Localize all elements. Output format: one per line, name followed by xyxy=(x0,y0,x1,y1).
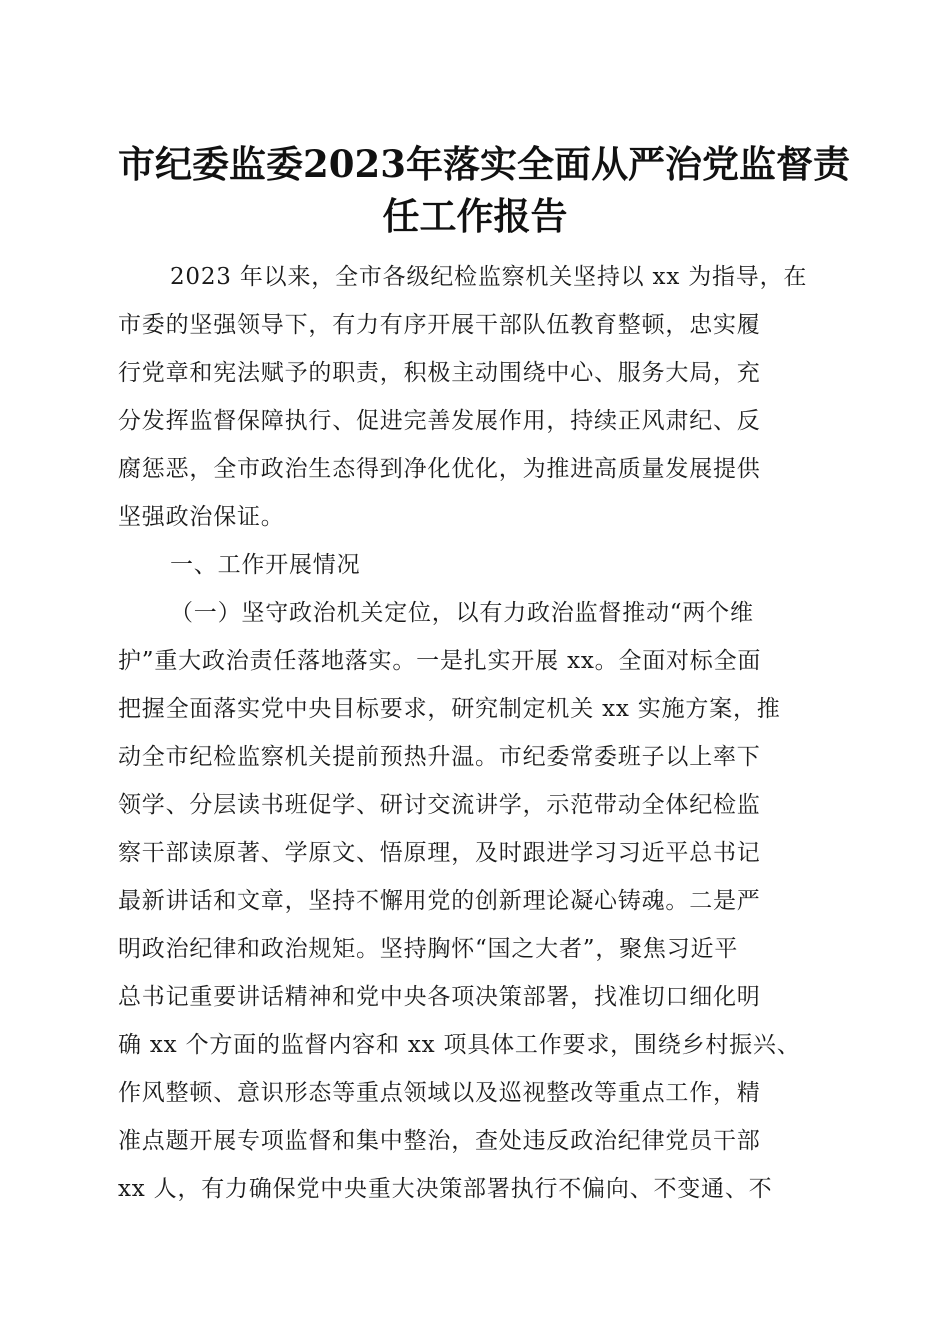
paragraph-section-line: 护”重大政治责任落地落实。一是扎实开展 xx。全面对标全面 xyxy=(118,648,762,674)
paragraph-section-line: （一）坚守政治机关定位，以有力政治监督推动“两个维 xyxy=(170,600,754,626)
section-heading: 一、工作开展情况 xyxy=(170,552,361,578)
title-line-1: 市纪委监委2023年落实全面从严治党监督责 xyxy=(118,142,850,186)
paragraph-section-line: 领学、分层读书班促学、研讨交流讲学，示范带动全体纪检监 xyxy=(118,792,761,818)
paragraph-section-line: 最新讲话和文章，坚持不懈用党的创新理论凝心铸魂。二是严 xyxy=(118,888,761,914)
paragraph-section-line: 动全市纪检监察机关提前预热升温。市纪委常委班子以上率下 xyxy=(118,744,761,770)
paragraph-intro-line: 腐惩恶，全市政治生态得到净化优化，为推进高质量发展提供 xyxy=(118,456,761,482)
paragraph-intro-line: 2023 年以来，全市各级纪检监察机关坚持以 xx 为指导，在 xyxy=(170,264,808,290)
paragraph-section-line: 确 xx 个方面的监督内容和 xx 项具体工作要求，围绕乡村振兴、 xyxy=(118,1032,801,1058)
document-title xyxy=(118,138,850,242)
paragraph-section-line: 准点题开展专项监督和集中整治，查处违反政治纪律党员干部 xyxy=(118,1128,761,1154)
paragraph-section-line: 明政治纪律和政治规矩。坚持胸怀“国之大者”，聚焦习近平 xyxy=(118,936,739,962)
paragraph-intro-line: 坚强政治保证。 xyxy=(118,504,285,530)
title-line-2: 任工作报告 xyxy=(382,194,568,238)
paragraph-section-line: xx 人，有力确保党中央重大决策部署执行不偏向、不变通、不 xyxy=(118,1176,773,1202)
paragraph-section-line: 察干部读原著、学原文、悟原理，及时跟进学习习近平总书记 xyxy=(118,840,761,866)
paragraph-intro-line: 市委的坚强领导下，有力有序开展干部队伍教育整顿，忠实履 xyxy=(118,312,761,338)
paragraph-section-line: 把握全面落实党中央目标要求，研究制定机关 xx 实施方案，推 xyxy=(118,696,781,722)
paragraph-section-line: 作风整顿、意识形态等重点领域以及巡视整改等重点工作，精 xyxy=(118,1080,761,1106)
document-body xyxy=(118,253,838,1213)
paragraph-section-line: 总书记重要讲话精神和党中央各项决策部署，找准切口细化明 xyxy=(118,984,761,1010)
paragraph-intro-line: 行党章和宪法赋予的职责，积极主动围绕中心、服务大局，充 xyxy=(118,360,761,386)
paragraph-intro-line: 分发挥监督保障执行、促进完善发展作用，持续正风肃纪、反 xyxy=(118,408,761,434)
